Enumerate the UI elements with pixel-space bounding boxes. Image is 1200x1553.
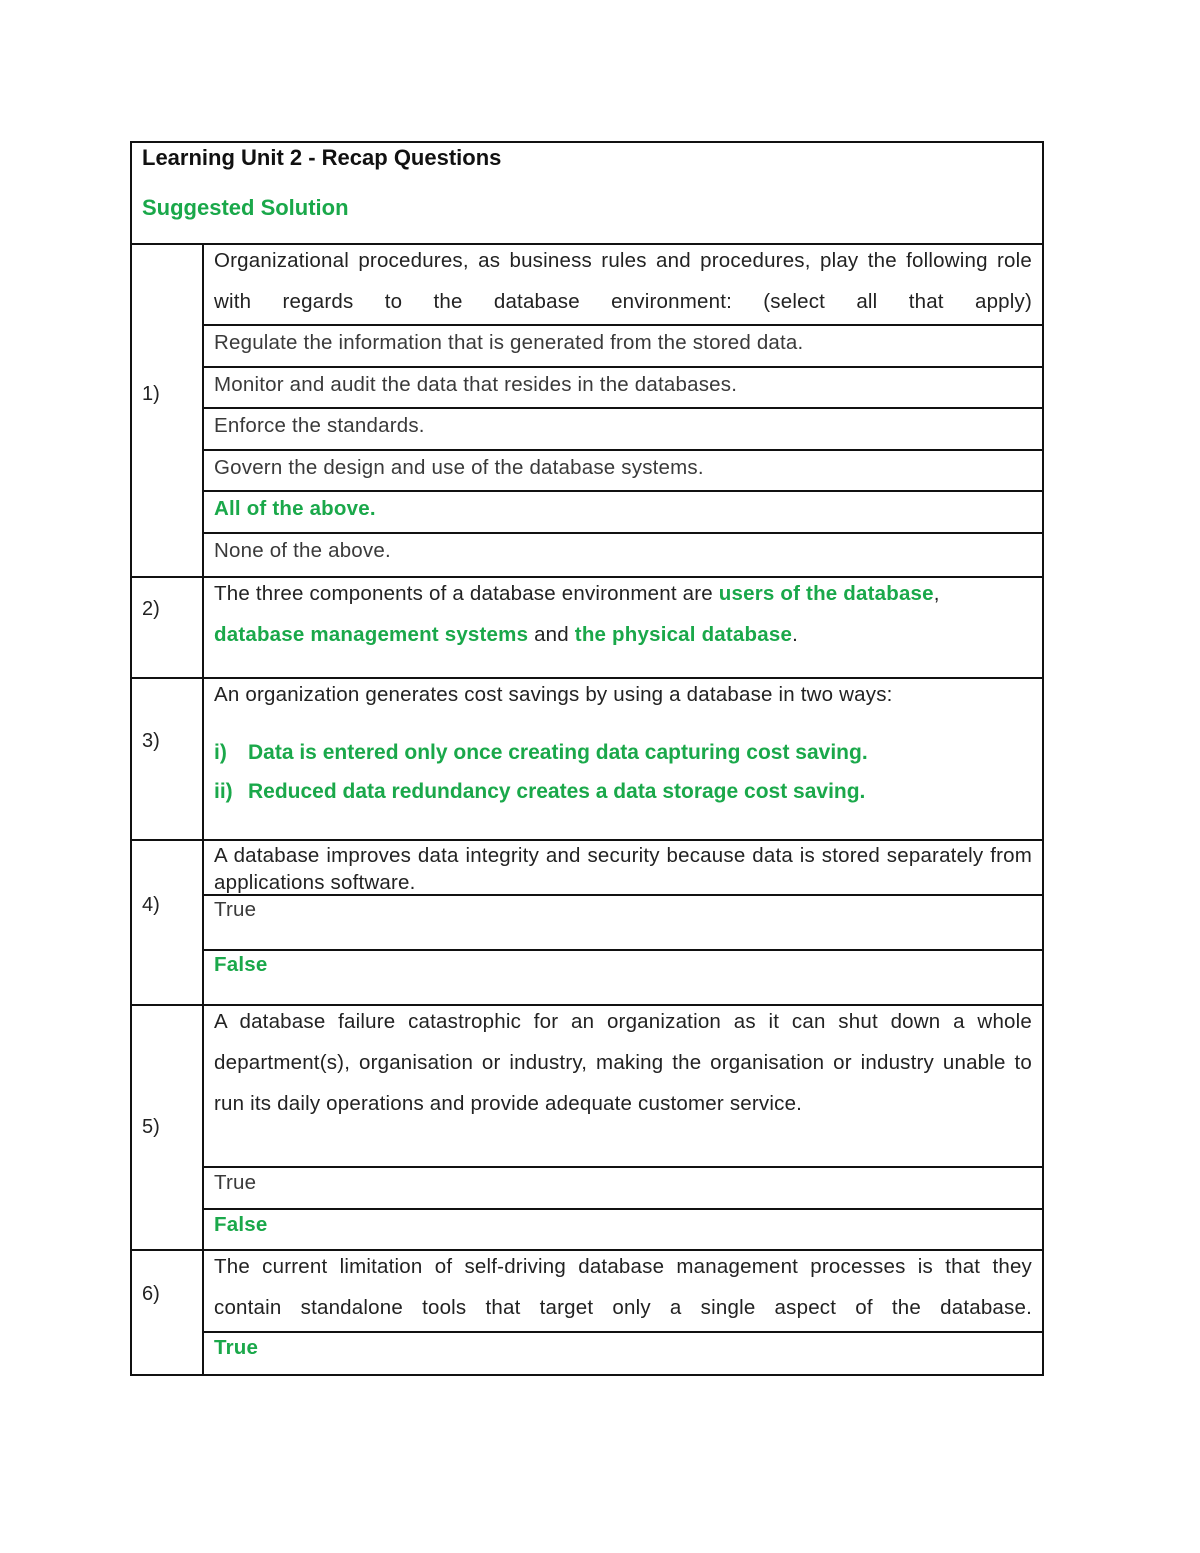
answer-text: Data is entered only once creating data capturing cost saving. <box>248 741 868 764</box>
correct-answer: False <box>214 1213 268 1236</box>
correct-answer: True <box>214 1336 259 1359</box>
answer-option: None of the above. <box>214 539 391 562</box>
question-row-5 <box>130 1004 1044 1251</box>
question-number <box>132 243 204 576</box>
question-number-label: 6) <box>142 1283 160 1305</box>
correct-answer: False <box>214 953 268 976</box>
question-row-1 <box>130 243 1044 578</box>
answer-option: True <box>214 898 257 921</box>
list-marker: ii) <box>214 780 233 803</box>
question-number <box>132 839 204 1004</box>
question-number <box>132 1004 204 1249</box>
answer-item <box>214 741 868 765</box>
text-part: . <box>792 623 798 646</box>
answer-highlight: database management systems <box>214 623 529 646</box>
question-text: A database failure catastrophic for an organization as it can shut down a whole department(s), organisation or industry, making the organisation or industry unable to run its daily operations and provide adequate customer service. <box>214 1010 1032 1115</box>
question-text <box>214 573 1032 655</box>
question-row-4 <box>130 839 1044 1006</box>
question-number-label: 5) <box>142 1116 160 1138</box>
question-number <box>132 677 204 839</box>
answer-option: Enforce the standards. <box>214 414 425 437</box>
list-marker: i) <box>214 741 227 764</box>
answer-item <box>214 780 865 804</box>
text-part: , <box>933 582 940 605</box>
question-text: The current limitation of self-driving database management processes is that they contain standalone tools that target only a single aspect of the database. <box>214 1255 1032 1319</box>
answer-highlight: the physical database <box>574 623 793 646</box>
question-number <box>132 1249 204 1374</box>
header-box <box>130 141 1044 245</box>
question-row-6 <box>130 1249 1044 1376</box>
question-row-2 <box>130 576 1044 679</box>
text-part: and <box>528 623 575 646</box>
answer-option: Govern the design and use of the database systems. <box>214 456 704 479</box>
question-number-label: 3) <box>142 730 160 752</box>
page-title: Learning Unit 2 - Recap Questions <box>142 145 502 170</box>
answer-option: Regulate the information that is generated from the stored data. <box>214 331 804 354</box>
question-text: An organization generates cost savings by using a database in two ways: <box>214 683 893 706</box>
question-row-3 <box>130 677 1044 841</box>
answer-highlight: users of the database <box>718 582 934 605</box>
question-number-label: 1) <box>142 383 160 405</box>
correct-answer: All of the above. <box>214 497 376 520</box>
page-subtitle: Suggested Solution <box>142 195 349 220</box>
answer-option: Monitor and audit the data that resides in the databases. <box>214 373 738 396</box>
text-part: The three components of a database environment are <box>214 582 719 605</box>
question-text: A database improves data integrity and security because data is stored separately from applications software. <box>214 844 1032 894</box>
question-number <box>132 576 204 677</box>
answer-text: Reduced data redundancy creates a data storage cost saving. <box>248 780 866 803</box>
answer-option: True <box>214 1171 257 1194</box>
question-text: Organizational procedures, as business rules and procedures, play the following role with regards to the database environment: (select all that apply) <box>214 249 1032 313</box>
question-number-label: 4) <box>142 894 160 916</box>
recap-document <box>130 141 1044 1376</box>
question-number-label: 2) <box>142 598 160 620</box>
